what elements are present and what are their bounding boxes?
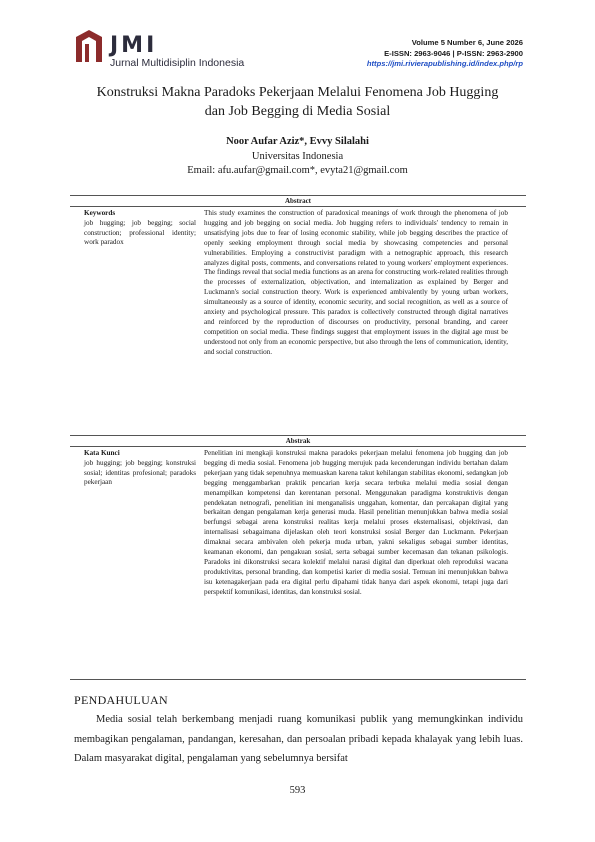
kata-kunci-heading: Kata Kunci — [84, 449, 120, 457]
abstract-english — [70, 195, 526, 433]
keywords-heading: Keywords — [84, 209, 116, 217]
jmi-logo-icon — [74, 28, 104, 64]
author-email: Email: afu.aufar@gmail.com*, evyta21@gmail.com — [187, 165, 408, 176]
kata-kunci-text: job hugging; job begging; konstruksi sosial; identitas profesional; paradoks pekerjaan — [84, 458, 196, 487]
abstract-text: This study examines the construction of paradoxical meanings of work through the phenomena of job hugging and job begging on social media. Job hugging refers to individuals' tendency to remain in unsatisfying jobs due to fear of losing economic stability, while job begging describes the practice of openly seeking employment through social media by showcasing competencies and personal vulnerabilities. Employing a constructivist paradigm with a netnographic approach, this research analyzes digital posts, comments, and conversations related to young workers' employment experiences. The findings reveal that social media functions as an arena for constructing work-related realities through the processes of externalization, objectivation, and internalization as explained by Berger and Luckmann's social construction theory. Work is experienced ambivalently by young urban workers, simultaneously as a source of identity, economic security, and social recognition, as well as a source of anxiety and psychological pressure. This paradox is collectively constructed through digital narratives and reinforced by the reproduction of discourses on productivity, personal branding, and career competition on social media. These findings suggest that employment issues in the digital age must be understood not only from an economic perspective, but also through the lens of communication, identity, and social construction. — [204, 209, 508, 356]
affiliation: Universitas Indonesia — [251, 151, 344, 162]
journal-name: Jurnal Multidisiplin Indonesia — [110, 57, 245, 69]
journal-url-link[interactable]: https://jmi.rivierapublishing.id/index.php/rp — [366, 59, 523, 68]
kata-kunci-block — [84, 449, 196, 488]
page-number: 593 — [289, 785, 306, 796]
intro-paragraph: Media sosial telah berkembang menjadi ruang komunikasi publik yang memungkinkan individu membagikan pengalaman, pandangan, keresahan, dan persoalan pribadi kepada khalayak yang lebih luas. Dalam masyarakat digital, pengalaman yang sebelumnya bersifat — [74, 714, 523, 764]
keywords-block — [84, 209, 196, 248]
journal-info — [367, 38, 523, 70]
abstrak-text: Penelitian ini mengkaji konstruksi makna paradoks pekerjaan melalui fenomena job hugging dan job begging di media sosial. Fenomena job hugging merujuk pada kecenderungan individu bertahan dalam pekerjaan yang tidak sepenuhnya memuaskan karena takut kehilangan stabilitas ekonomi, sedangkan job begging menggambarkan praktik pencarian kerja secara terbuka melalui media sosial dengan menampilkan kompetensi dan kerentanan personal. Menggunakan paradigma konstruktivis dengan pendekatan netnografi, penelitian ini menganalisis unggahan, komentar, dan percakapan digital yang berkaitan dengan pengalaman kerja generasi muda. Hasil penelitian menunjukkan bahwa media sosial berfungsi sebagai arena konstruksi realitas kerja melalui proses eksternalisasi, objektivasi, dan internalisasi sebagaimana dijelaskan oleh teori konstruksi sosial Berger dan Luckmann. Pekerjaan dimaknai secara ambivalen oleh pekerja muda urban, yakni sekaligus sebagai sumber identitas, keamanan ekonomi, dan pengakuan sosial, serta sebagai sumber kecemasan dan tekanan psikologis. Paradoks ini dikonstruksi secara kolektif melalui narasi digital dan diperkuat oleh reproduksi wacana produktivitas, personal branding, dan kompetisi karier di media sosial. Temuan ini menunjukkan bahwa isu ketenagakerjaan pada era digital perlu dipahami tidak hanya dari aspek ekonomi, tetapi juga dari perspektif komunikasi, identitas, dan konstruksi sosial. — [204, 449, 508, 596]
authors: Noor Aufar Aziz*, Evvy Silalahi — [226, 136, 369, 147]
article-title: Konstruksi Makna Paradoks Pekerjaan Melalui Fenomena Job Hugging dan Job Begging di Media Sosial — [96, 85, 499, 119]
issn-info: E-ISSN: 2963-9046 | P-ISSN: 2963-2900 — [384, 48, 523, 58]
abstrak-heading: Abstrak — [70, 435, 526, 447]
section-heading: PENDAHULUAN — [74, 693, 168, 707]
abstract-indonesian — [70, 435, 526, 680]
keywords-text: job hugging; job begging; social construction; professional identity; work paradox — [84, 218, 196, 247]
journal-brand: JMI — [110, 33, 158, 58]
volume-info: Volume 5 Number 6, June 2026 — [411, 38, 523, 47]
abstract-heading: Abstract — [70, 195, 526, 207]
